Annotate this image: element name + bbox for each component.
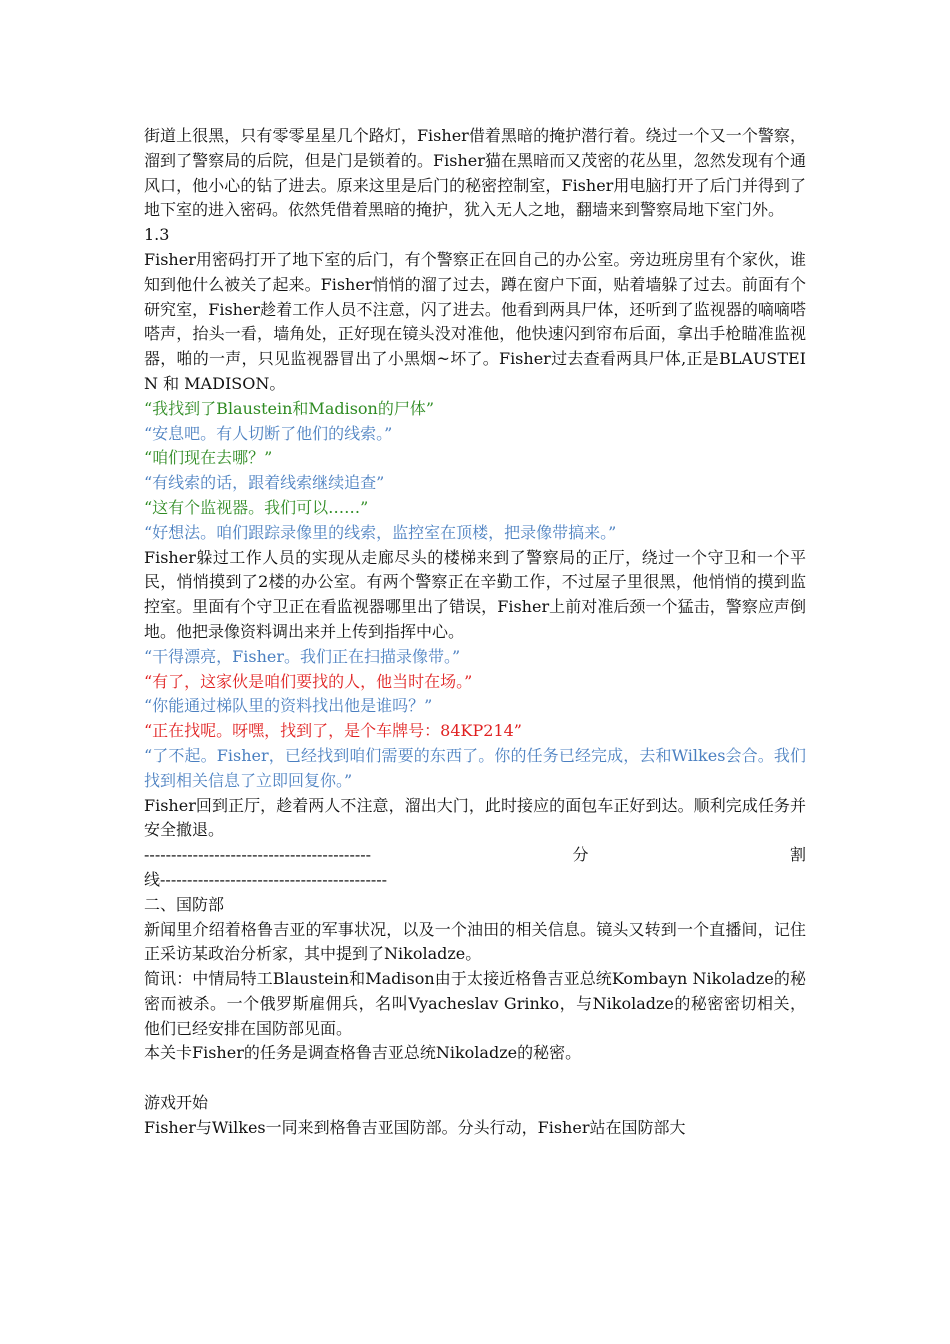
dialogue-line: “安息吧。有人切断了他们的线索。” bbox=[144, 423, 393, 443]
paragraph-hall: Fisher躲过工作人员的实现从走廊尽头的楼梯来到了警察局的正厅，绕过一个守卫和一个平民，悄悄摸到了2楼的办公室。有两个警察正在辛勤工作，不过屋子里很黑，他悄悄的摸到监控室。里面有个守卫正在看监视器哪里出了错误，Fisher上前对准后颈一个猛击，警察应声倒地。他把录像资料调出来并上传到指挥中心。 bbox=[144, 547, 806, 641]
game-start-heading: 游戏开始 bbox=[144, 1093, 209, 1113]
paragraph-mission: 本关卡Fisher的任务是调查格鲁吉亚总统Nikoladze的秘密。 bbox=[144, 1043, 582, 1063]
dialogue-line: “这有个监视器。我们可以……” bbox=[144, 497, 369, 517]
paragraph-arrival: Fisher与Wilkes一同来到格鲁吉亚国防部。分头行动，Fisher站在国防部大 bbox=[144, 1117, 686, 1137]
dialogue-line: “你能通过梯队里的资料找出他是谁吗？” bbox=[144, 696, 433, 716]
document-body bbox=[144, 124, 806, 1141]
paragraph-briefing: 简讯：中情局特工Blaustein和Madison由于太接近格鲁吉亚总统Kombayn Nikoladze的秘密而被杀。一个俄罗斯雇佣兵，名叫Vyacheslav Grinko，与Nikoladze的秘密密切相关，他们已经安排在国防部见面。 bbox=[144, 969, 806, 1038]
dialogue-line: “我找到了Blaustein和Madison的尸体” bbox=[144, 398, 435, 418]
divider-char: 分 bbox=[572, 845, 589, 865]
dialogue-line: “了不起。Fisher，已经找到咱们需要的东西了。你的任务已经完成，去和Wilkes会合。我们找到相关信息了立即回复你。” bbox=[144, 745, 806, 790]
dialogue-line: “好想法。咱们跟踪录像里的线索，监控室在顶楼，把录像带搞来。” bbox=[144, 522, 617, 542]
paragraph-escape: Fisher回到正厅，趁着两人不注意，溜出大门，此时接应的面包车正好到达。顺利完成任务并安全撤退。 bbox=[144, 795, 806, 840]
paragraph-news: 新闻里介绍着格鲁吉亚的军事状况，以及一个油田的相关信息。镜头又转到一个直播间，记住正采访某政治分析家，其中提到了Nikoladze。 bbox=[144, 919, 806, 964]
divider-dashes: ------------------------------------------ bbox=[144, 845, 372, 865]
section-heading-2: 二、国防部 bbox=[144, 894, 225, 914]
dialogue-line: “干得漂亮，Fisher。我们正在扫描录像带。” bbox=[144, 646, 461, 666]
dialogue-line: “有了，这家伙是咱们要找的人，他当时在场。” bbox=[144, 671, 473, 691]
dialogue-line: “咱们现在去哪？” bbox=[144, 448, 273, 468]
dialogue-line: “正在找呢。呀嘿，找到了，是个车牌号：84KP214” bbox=[144, 721, 522, 741]
paragraph-basement: Fisher用密码打开了地下室的后门，有个警察正在回自己的办公室。旁边班房里有个家伙，谁知到他什么被关了起来。Fisher悄悄的溜了过去，蹲在窗户下面，贴着墙躲了过去。前面有个研究室，Fisher趁着工作人员不注意，闪了进去。他看到两具尸体，还听到了监视器的嘀嘀嗒嗒声，抬头一看，墙角处，正好现在镜头没对准他，他快速闪到帘布后面，拿出手枪瞄准监视器，啪的一声，只见监视器冒出了小黑烟~坏了。Fisher过去查看两具尸体,正是BLAUSTEIN 和 MADISON。 bbox=[144, 249, 806, 393]
section-heading-1-3: 1.3 bbox=[144, 225, 170, 245]
section-divider bbox=[144, 843, 806, 868]
blank-line bbox=[144, 1066, 806, 1091]
dialogue-line: “有线索的话，跟着线索继续追查” bbox=[144, 473, 385, 493]
divider-tail: 线------------------------------------------ bbox=[144, 869, 388, 889]
divider-char: 割 bbox=[789, 845, 806, 865]
paragraph-street: 街道上很黑，只有零零星星几个路灯，Fisher借着黑暗的掩护潜行着。绕过一个又一个警察，溜到了警察局的后院，但是门是锁着的。Fisher猫在黑暗而又茂密的花丛里，忽然发现有个通风口，他小心的钻了进去。原来这里是后门的秘密控制室，Fisher用电脑打开了后门并得到了地下室的进入密码。依然凭借着黑暗的掩护，犹入无人之地，翻墙来到警察局地下室门外。 bbox=[144, 126, 806, 220]
